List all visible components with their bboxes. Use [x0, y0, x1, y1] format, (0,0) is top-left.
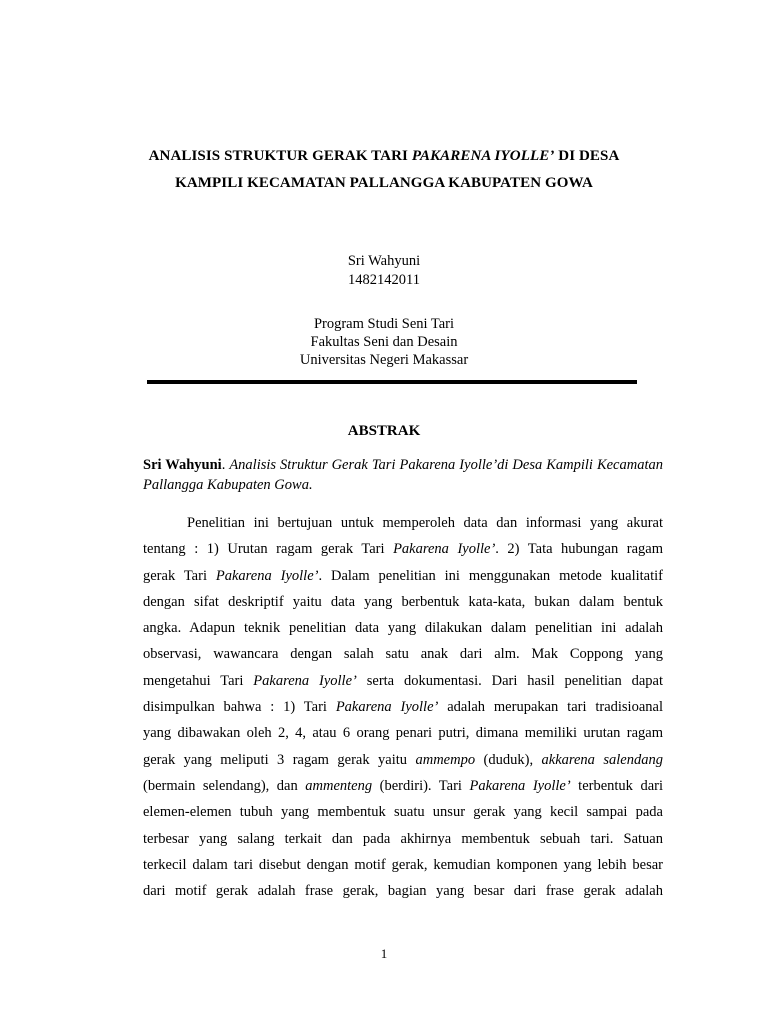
body-text: Penelitian ini bertujuan untuk memperoleh data dan informasi yang akurat: [187, 515, 663, 531]
title-line-1: [0, 148, 768, 165]
body-line: [143, 615, 663, 641]
body-text: dari motif gerak adalah frase gerak, bagian yang besar dari frase gerak adalah: [143, 883, 663, 900]
body-line: [143, 878, 663, 904]
body-italic-term: ammenteng: [305, 777, 373, 794]
body-text: gerak Tari: [143, 567, 216, 584]
body-text: (bermain selendang), dan: [143, 777, 306, 794]
citation-author: Sri Wahyuni: [143, 457, 222, 473]
body-text: disimpulkan bahwa : 1) Tari: [143, 699, 336, 716]
affiliation-program: Program Studi Seni Tari: [313, 316, 455, 332]
title-line-1-post: DI DESA: [554, 148, 620, 164]
abstract-body: [143, 510, 663, 904]
body-line: [143, 773, 663, 799]
body-italic-term: akkarena salendang: [541, 751, 663, 768]
body-text: adalah merupakan tari tradisioanal: [438, 699, 663, 716]
body-line: [143, 694, 663, 720]
author-id: 1482142011: [348, 272, 420, 288]
body-text: terbesar yang salang terkait dan pada akhirnya membentuk sebuah tari. Satuan: [143, 830, 663, 847]
body-text: tentang : 1) Urutan ragam gerak Tari: [143, 541, 394, 558]
body-text: (duduk),: [475, 751, 542, 768]
citation-separator: .: [221, 457, 230, 473]
body-text: terkecil dalam tari disebut dengan motif gerak, kemudian komponen yang lebih besar: [143, 856, 663, 873]
body-text: (berdiri). Tari: [372, 777, 470, 794]
body-italic-term: Pakarena Iyolle’: [335, 699, 439, 716]
body-line: [143, 799, 663, 825]
body-text: observasi, wawancara dengan salah satu anak dari alm. Mak Coppong yang: [143, 646, 663, 663]
body-line: [143, 536, 663, 562]
body-italic-term: Pakarena Iyolle’: [469, 777, 571, 794]
body-line: [143, 747, 663, 773]
body-text: . 2) Tata hubungan ragam: [495, 541, 664, 558]
body-text: elemen-elemen tubuh yang membentuk suatu unsur gerak yang kecil sampai pada: [143, 804, 663, 821]
body-text: dengan sifat deskriptif yaitu data yang berbentuk kata-kata, bukan dalam bentuk: [143, 593, 663, 610]
body-line: [143, 668, 663, 694]
citation-title: Analisis Struktur Gerak Tari Pakarena Iyolle’di Desa Kampili Kecamatan Pallangga Kabupaten Gowa.: [143, 457, 663, 493]
body-italic-term: Pakarena Iyolle’: [253, 672, 357, 689]
title-line-1-italic: PAKARENA IYOLLE’: [411, 148, 555, 164]
title-line-1-pre: ANALISIS STRUKTUR GERAK TARI: [148, 148, 412, 164]
body-line: [143, 563, 663, 589]
body-line: [143, 720, 663, 746]
body-line: [143, 589, 663, 615]
author-name: Sri Wahyuni: [347, 253, 421, 269]
body-line: [143, 641, 663, 667]
citation: [143, 455, 663, 495]
title-line-2: KAMPILI KECAMATAN PALLANGGA KABUPATEN GOWA: [175, 175, 593, 191]
body-text: terbentuk dari: [570, 777, 663, 794]
page-number: 1: [380, 946, 388, 961]
body-line: [143, 510, 663, 536]
body-text: . Dalam penelitian ini menggunakan metode kualitatif: [318, 567, 663, 584]
body-line: [143, 826, 663, 852]
body-text: angka. Adapun teknik penelitian data yang dilakukan dalam penelitian ini adalah: [143, 620, 663, 637]
abstract-heading: ABSTRAK: [347, 423, 421, 439]
body-italic-term: ammempo: [415, 751, 476, 768]
body-text: serta dokumentasi. Dari hasil penelitian dapat: [356, 672, 663, 689]
body-italic-term: Pakarena Iyolle’: [393, 541, 496, 558]
body-text: gerak yang meliputi 3 ragam gerak yaitu: [143, 751, 416, 768]
body-text: mengetahui Tari: [143, 672, 254, 689]
body-text: yang dibawakan oleh 2, 4, atau 6 orang penari putri, dimana memiliki urutan ragam: [143, 725, 663, 742]
affiliation-university: Universitas Negeri Makassar: [299, 352, 469, 368]
body-line: [143, 852, 663, 878]
body-italic-term: Pakarena Iyolle’: [215, 567, 319, 584]
horizontal-rule: [147, 380, 637, 384]
affiliation-faculty: Fakultas Seni dan Desain: [310, 334, 458, 350]
